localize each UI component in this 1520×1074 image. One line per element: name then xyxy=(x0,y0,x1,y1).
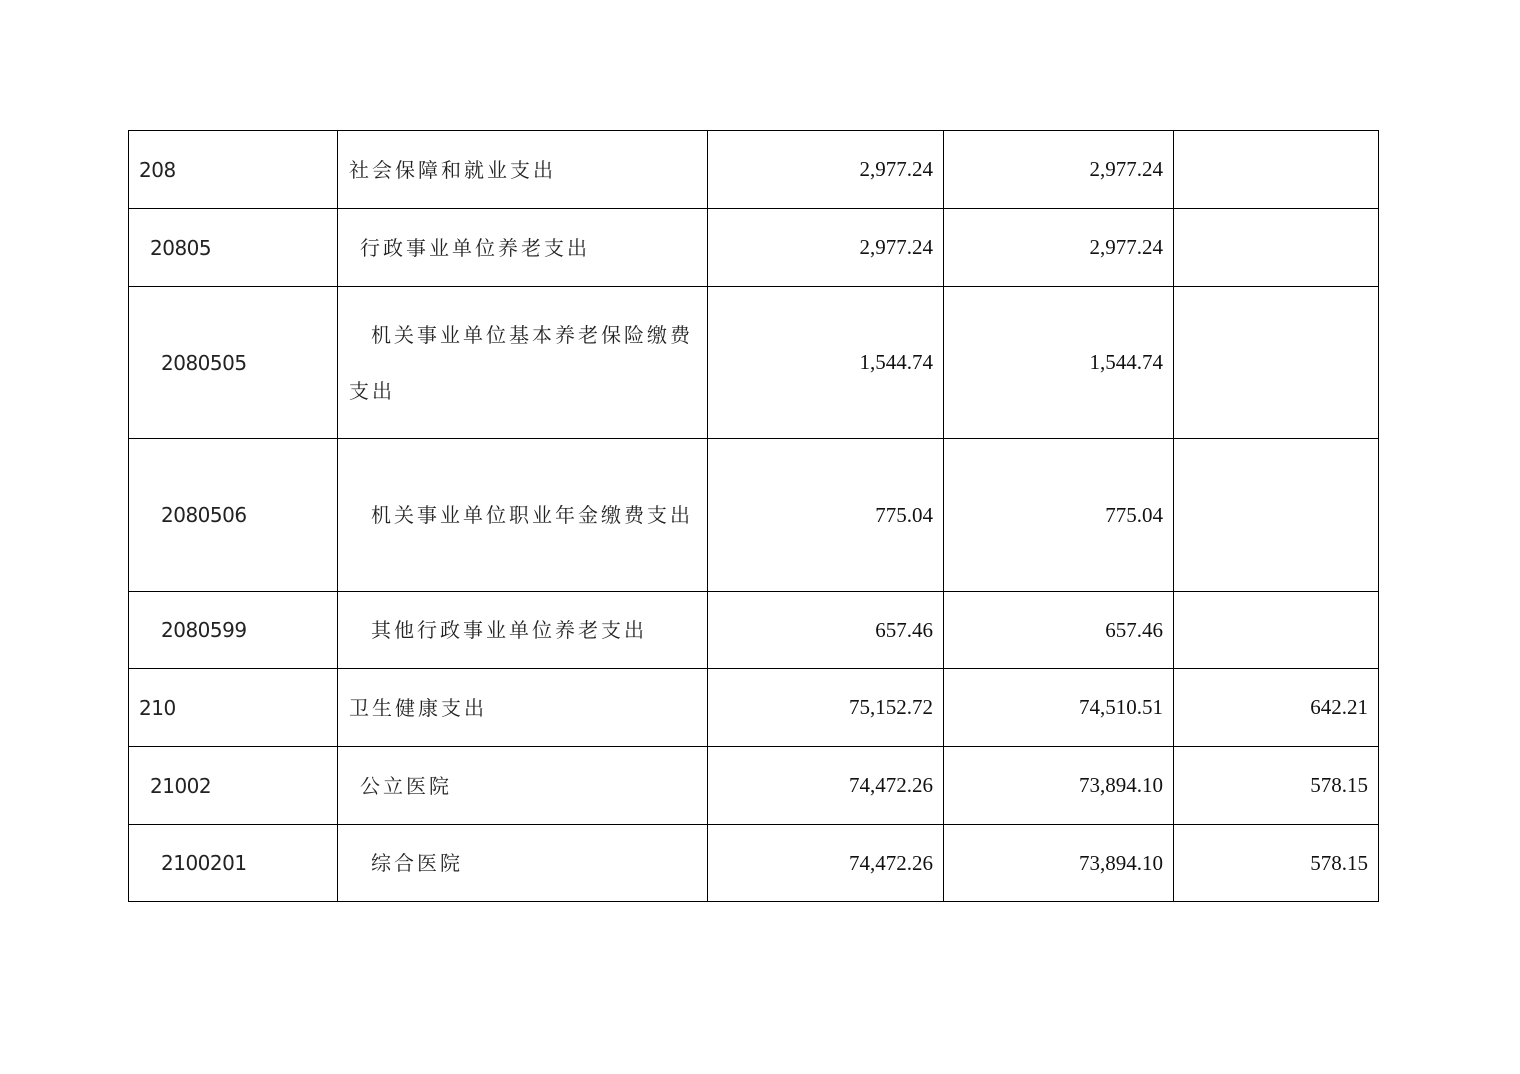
row-name: 卫生健康支出 xyxy=(338,669,708,747)
row-code: 2080505 xyxy=(129,287,338,439)
table-row xyxy=(129,287,1379,439)
row-basic: 74,510.51 xyxy=(944,669,1174,747)
row-basic: 73,894.10 xyxy=(944,747,1174,825)
row-name: 行政事业单位养老支出 xyxy=(338,209,708,287)
table-row xyxy=(129,825,1379,902)
row-project xyxy=(1174,209,1379,287)
row-project: 578.15 xyxy=(1174,825,1379,902)
row-basic: 73,894.10 xyxy=(944,825,1174,902)
row-project xyxy=(1174,287,1379,439)
row-code: 210 xyxy=(129,669,338,747)
row-total: 1,544.74 xyxy=(708,287,944,439)
row-basic: 2,977.24 xyxy=(944,209,1174,287)
row-project: 578.15 xyxy=(1174,747,1379,825)
row-code: 208 xyxy=(129,131,338,209)
row-total: 2,977.24 xyxy=(708,131,944,209)
row-total: 657.46 xyxy=(708,592,944,669)
row-project xyxy=(1174,131,1379,209)
row-name: 综合医院 xyxy=(338,825,708,902)
table-row xyxy=(129,592,1379,669)
row-basic: 775.04 xyxy=(944,439,1174,592)
row-basic: 2,977.24 xyxy=(944,131,1174,209)
budget-expenditure-table xyxy=(128,130,1379,902)
row-total: 75,152.72 xyxy=(708,669,944,747)
row-code: 20805 xyxy=(129,209,338,287)
row-name: 公立医院 xyxy=(338,747,708,825)
row-name: 社会保障和就业支出 xyxy=(338,131,708,209)
row-project xyxy=(1174,439,1379,592)
row-name: 机关事业单位职业年金缴费支出 xyxy=(338,439,708,592)
row-project xyxy=(1174,592,1379,669)
row-project: 642.21 xyxy=(1174,669,1379,747)
row-name: 其他行政事业单位养老支出 xyxy=(338,592,708,669)
row-total: 74,472.26 xyxy=(708,747,944,825)
row-basic: 657.46 xyxy=(944,592,1174,669)
row-code: 2080506 xyxy=(129,439,338,592)
row-name: 机关事业单位基本养老保险缴费支出 xyxy=(338,287,708,439)
table-row xyxy=(129,747,1379,825)
row-code: 2100201 xyxy=(129,825,338,902)
row-total: 2,977.24 xyxy=(708,209,944,287)
table-row xyxy=(129,131,1379,209)
row-total: 74,472.26 xyxy=(708,825,944,902)
table-row xyxy=(129,209,1379,287)
table-row xyxy=(129,439,1379,592)
row-total: 775.04 xyxy=(708,439,944,592)
table-row xyxy=(129,669,1379,747)
row-basic: 1,544.74 xyxy=(944,287,1174,439)
row-code: 21002 xyxy=(129,747,338,825)
row-code: 2080599 xyxy=(129,592,338,669)
